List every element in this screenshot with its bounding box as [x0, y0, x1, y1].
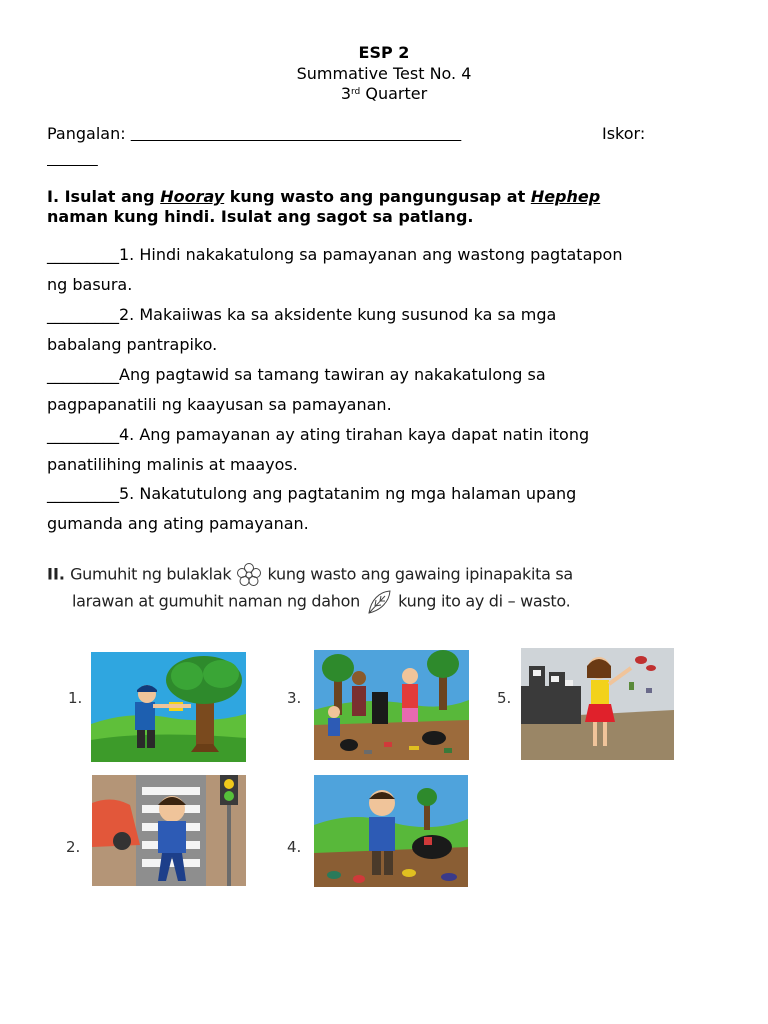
page-title: ESP 2	[358, 43, 410, 62]
section-2-text-d: kung ito ay di – wasto.	[398, 591, 571, 611]
hephep-word: Hephep	[530, 187, 601, 206]
section-2-text-c: larawan at gumuhit naman ng dahon	[72, 591, 360, 611]
question-text: 4. Ang pamayanan ay ating tirahan kaya dapat natin itong	[119, 425, 590, 444]
picture-4-trash	[314, 775, 468, 887]
picture-label-4: 4.	[287, 838, 302, 856]
section-2-text-a: Gumuhit ng bulaklak	[70, 564, 232, 584]
flower-icon	[236, 562, 262, 588]
question-3-continuation: pagpapanatili ng kaayusan sa pamayanan.	[47, 395, 392, 414]
answer-blank[interactable]: _________	[47, 245, 119, 264]
quarter-superscript: rd	[351, 87, 361, 97]
question-text: Ang pagtawid sa tamang tawiran ay nakakatulong sa	[119, 365, 546, 384]
quarter-label	[0, 84, 768, 104]
picture-label-1: 1.	[68, 689, 83, 707]
question-2-continuation: babalang pantrapiko.	[47, 335, 218, 354]
question-text: 5. Nakatutulong ang pagtatanim ng mga halaman upang	[119, 484, 577, 503]
section-1-instructions	[47, 187, 737, 227]
picture-label-5: 5.	[497, 689, 512, 707]
section-2-text-b: kung wasto ang gawaing ipinapakita sa	[267, 564, 573, 584]
page-subtitle: Summative Test No. 4	[296, 64, 472, 83]
picture-2-crosswalk	[92, 775, 246, 886]
question-3	[47, 364, 546, 386]
section-2-number: II.	[47, 564, 65, 584]
question-2	[47, 304, 556, 326]
picture-5-girl-littering	[521, 648, 674, 760]
name-blank[interactable]	[131, 124, 462, 143]
picture-label-3: 3.	[287, 689, 302, 707]
answer-blank[interactable]: _________	[47, 484, 119, 503]
question-5	[47, 483, 576, 505]
quarter-number: 3	[340, 84, 351, 103]
question-4-continuation: panatilihing malinis at maayos.	[47, 455, 298, 474]
picture-1-hugging-tree	[91, 652, 246, 762]
question-1	[47, 244, 622, 266]
question-4	[47, 424, 589, 446]
quarter-word: Quarter	[365, 84, 428, 103]
leaf-icon	[365, 588, 393, 616]
hooray-word: Hooray	[160, 187, 225, 206]
name-label: Pangalan:	[47, 124, 126, 143]
answer-blank[interactable]: _________	[47, 425, 119, 444]
picture-label-2: 2.	[66, 838, 81, 856]
answer-blank[interactable]: _________	[47, 305, 119, 324]
section-1-text-c: naman kung hindi. Isulat ang sagot sa patlang.	[47, 207, 474, 226]
question-1-continuation: ng basura.	[47, 275, 133, 294]
name-line	[47, 123, 461, 145]
score-label: Iskor:	[602, 124, 646, 143]
section-2-instructions	[47, 562, 727, 616]
question-5-continuation: gumanda ang ating pamayanan.	[47, 514, 309, 533]
answer-blank[interactable]: _________	[47, 365, 119, 384]
question-text: 2. Makaiiwas ka sa aksidente kung susunod ka sa mga	[119, 305, 557, 324]
section-1-text-a: I. Isulat ang	[47, 187, 161, 206]
question-text: 1. Hindi nakakatulong sa pamayanan ang wastong pagtatapon	[119, 245, 623, 264]
score-blank[interactable]	[47, 148, 98, 170]
section-1-text-b: kung wasto ang pangungusap at	[224, 187, 531, 206]
picture-3-littering	[314, 650, 469, 760]
